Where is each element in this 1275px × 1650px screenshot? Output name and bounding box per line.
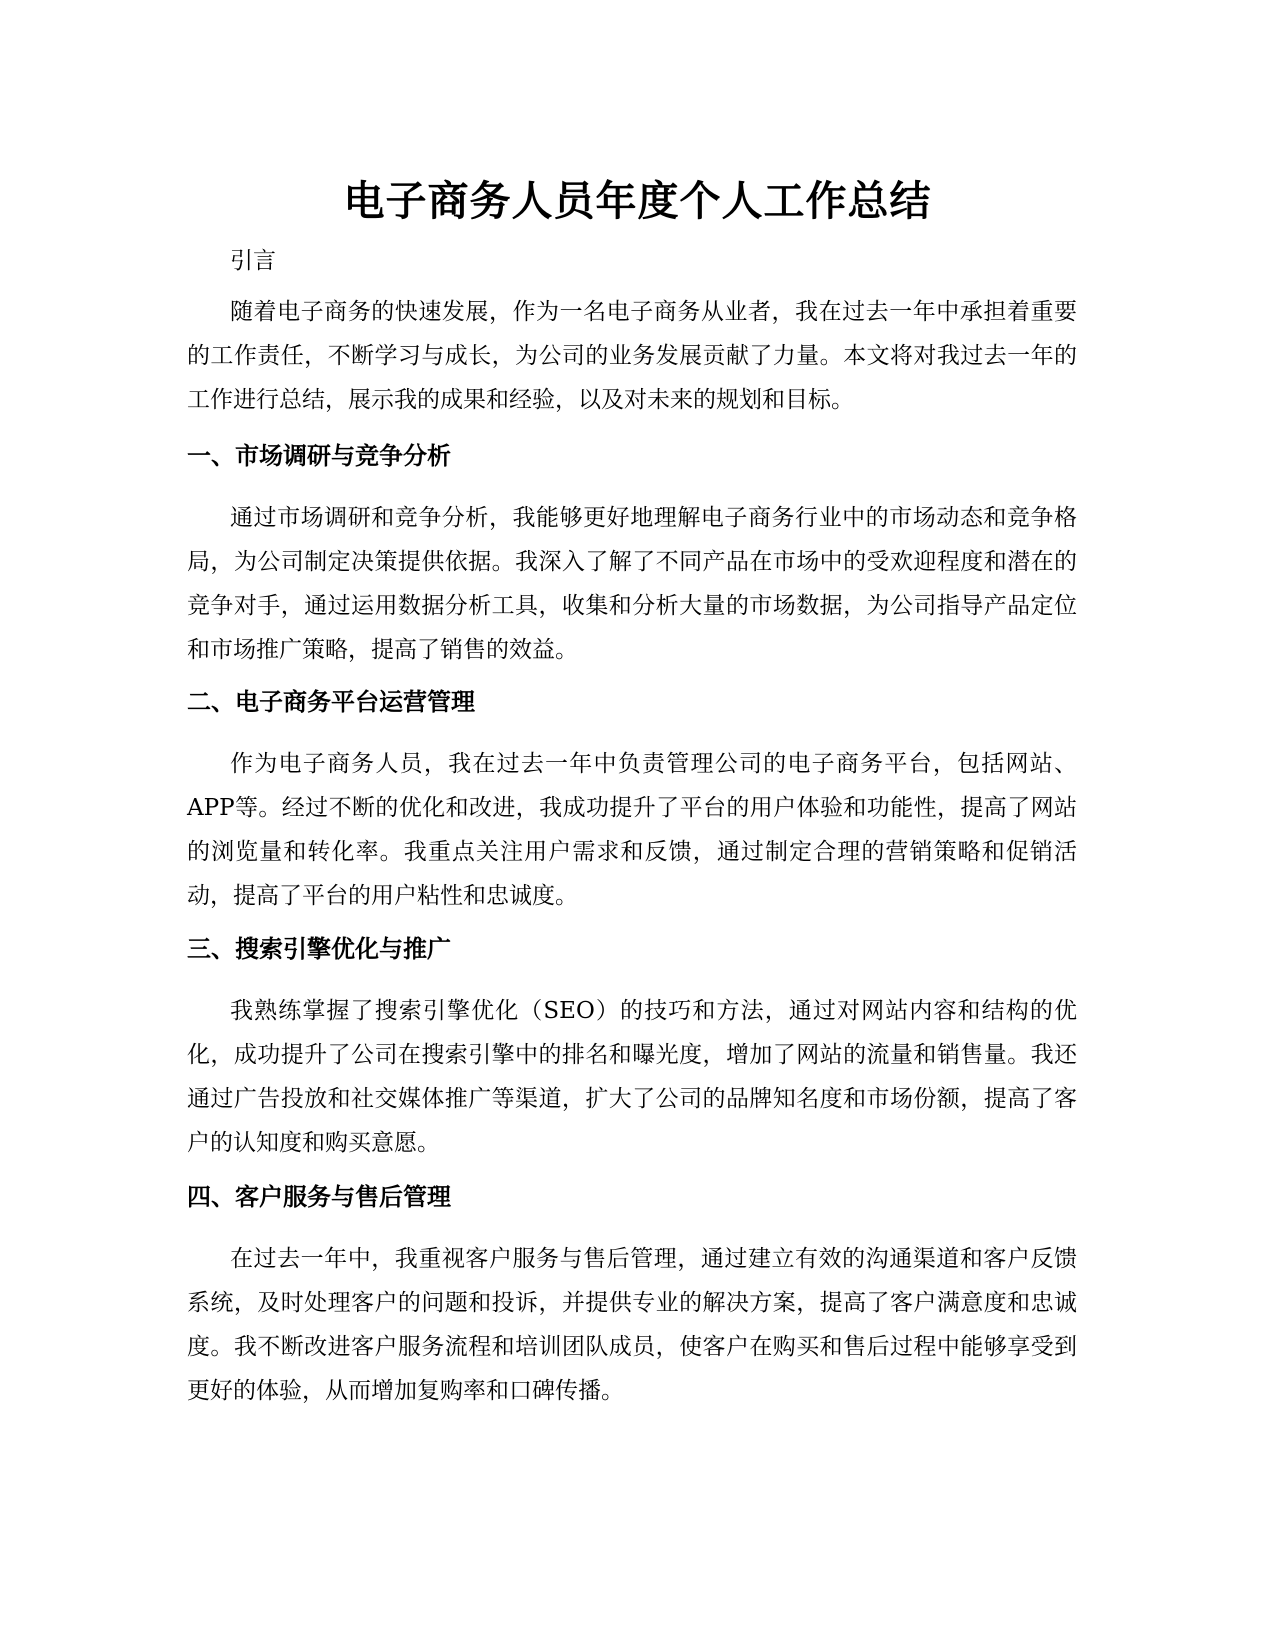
section-paragraph-customer-service: 在过去一年中，我重视客户服务与售后管理，通过建立有效的沟通渠道和客户反馈系统，及时处理客户的问题和投诉，并提供专业的解决方案，提高了客户满意度和忠诚度。我不断改进客户服务流程和培训团队成员，使客户在购买和售后过程中能够享受到更好的体验，从而增加复购率和口碑传播。 <box>187 1246 1077 1404</box>
intro-paragraph: 随着电子商务的快速发展，作为一名电子商务从业者，我在过去一年中承担着重要的工作责任，不断学习与成长，为公司的业务发展贡献了力量。本文将对我过去一年的工作进行总结，展示我的成果和经验，以及对未来的规划和目标。 <box>187 299 1077 413</box>
intro-label: 引言 <box>230 248 276 274</box>
section-heading-customer-service: 四、客户服务与售后管理 <box>187 1183 451 1211</box>
document-title: 电子商务人员年度个人工作总结 <box>343 177 932 226</box>
section-paragraph-seo: 我熟练掌握了搜索引擎优化（SEO）的技巧和方法，通过对网站内容和结构的优化，成功提升了公司在搜索引擎中的排名和曝光度，增加了网站的流量和销售量。我还通过广告投放和社交媒体推广等渠道，扩大了公司的品牌知名度和市场份额，提高了客户的认知度和购买意愿。 <box>187 998 1077 1156</box>
section-heading-seo: 三、搜索引擎优化与推广 <box>187 935 451 963</box>
section-heading-platform-operations: 二、电子商务平台运营管理 <box>187 688 475 716</box>
section-paragraph-market-research: 通过市场调研和竞争分析，我能够更好地理解电子商务行业中的市场动态和竞争格局，为公司制定决策提供依据。我深入了解了不同产品在市场中的受欢迎程度和潜在的竞争对手，通过运用数据分析工具，收集和分析大量的市场数据，为公司指导产品定位和市场推广策略，提高了销售的效益。 <box>187 505 1077 663</box>
section-heading-market-research: 一、市场调研与竞争分析 <box>187 442 451 470</box>
section-paragraph-platform-operations: 作为电子商务人员，我在过去一年中负责管理公司的电子商务平台，包括网站、APP等。经过不断的优化和改进，我成功提升了平台的用户体验和功能性，提高了网站的浏览量和转化率。我重点关注用户需求和反馈，通过制定合理的营销策略和促销活动，提高了平台的用户粘性和忠诚度。 <box>187 751 1077 909</box>
